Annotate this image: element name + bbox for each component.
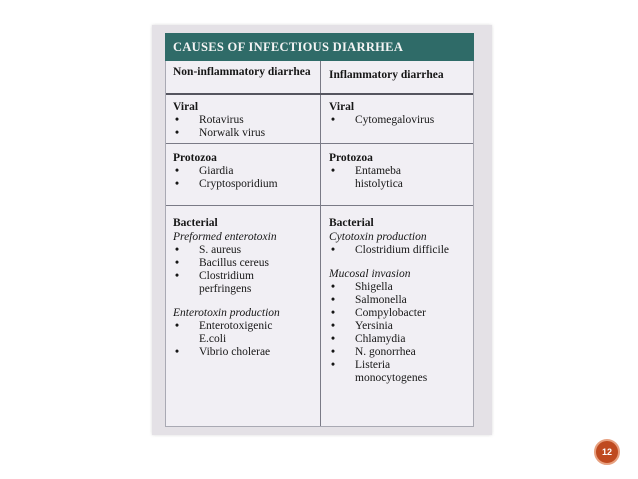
right-protozoa-cell: [329, 152, 469, 191]
table-photo: [152, 25, 492, 435]
list-item: • Shigella: [329, 281, 469, 294]
row-divider: [166, 205, 473, 206]
header-divider: [166, 93, 473, 95]
category-label: Protozoa: [173, 152, 217, 164]
subcategory-label: Mucosal invasion: [329, 268, 411, 280]
list-item: • Cryptosporidium: [173, 178, 315, 191]
subcategory-label: Preformed enterotoxin: [173, 231, 277, 243]
list-item: • Vibrio cholerae: [173, 346, 315, 359]
right-column-header: Inflammatory diarrhea: [329, 69, 444, 81]
right-bacterial-cell: [329, 217, 469, 385]
list-item: • Enterotoxigenic E.coli: [173, 320, 291, 346]
list-item: • Chlamydia: [329, 333, 469, 346]
category-label: Viral: [173, 101, 199, 113]
list-item: • Bacillus cereus: [173, 257, 315, 270]
left-bacterial-cell: [173, 217, 315, 359]
left-column-header: Non-inflammatory diarrhea: [173, 66, 311, 78]
list-item: • S. aureus: [173, 244, 315, 257]
subcategory-label: Enterotoxin production: [173, 307, 280, 319]
left-protozoa-cell: [173, 152, 315, 191]
table-title: CAUSES OF INFECTIOUS DIARRHEA: [165, 33, 474, 61]
row-divider: [166, 143, 473, 144]
category-label: Protozoa: [329, 152, 373, 164]
list-item: • Entameba histolytica: [329, 165, 443, 191]
list-item: • Cytomegalovirus: [329, 114, 469, 127]
causes-table: [165, 61, 474, 427]
left-viral-cell: [173, 101, 315, 140]
list-item: • Clostridium difficile: [329, 244, 469, 257]
list-item: • N. gonorrhea: [329, 346, 469, 359]
list-item: • Rotavirus: [173, 114, 315, 127]
category-label: Bacterial: [173, 217, 218, 229]
list-item: • Salmonella: [329, 294, 469, 307]
list-item: • Clostridium perfringens: [173, 270, 271, 296]
subcategory-label: Cytotoxin production: [329, 231, 427, 243]
list-item: • Norwalk virus: [173, 127, 315, 140]
column-divider: [320, 61, 321, 426]
page-number-badge: 12: [594, 439, 620, 465]
right-viral-cell: [329, 101, 469, 127]
category-label: Viral: [329, 101, 355, 113]
list-item: • Giardia: [173, 165, 315, 178]
category-label: Bacterial: [329, 217, 374, 229]
list-item: • Listeria monocytogenes: [329, 359, 451, 385]
list-item: • Yersinia: [329, 320, 469, 333]
list-item: • Compylobacter: [329, 307, 469, 320]
